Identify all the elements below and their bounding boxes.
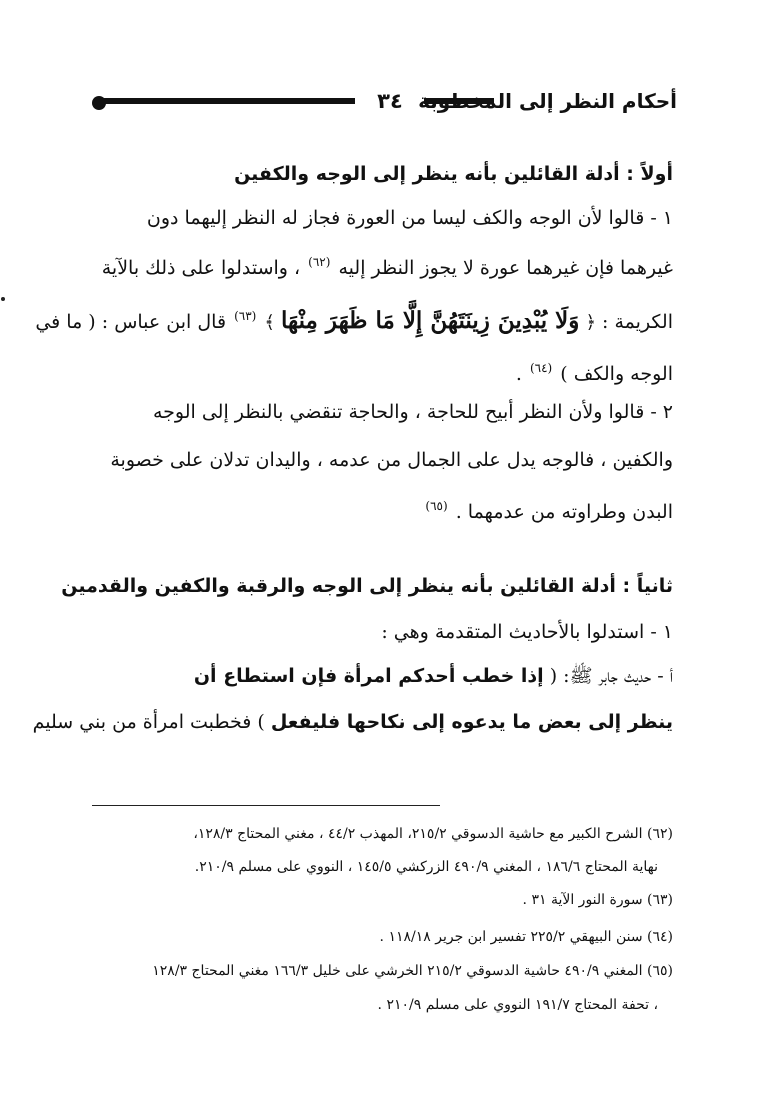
footnote-63: (٦٣) سورة النور الآية ٣١ .: [522, 892, 673, 908]
footnote-62-line1: (٦٢) الشرح الكبير مع حاشية الدسوقي ٢١٥/٢، المهذب ٤٤/٢ ، مغني المحتاج ١٢٨/٣،: [193, 826, 673, 842]
hadith-continuation: ) فخطبت امرأة من بني سليم: [32, 711, 265, 733]
para1-line4: [88, 348, 673, 394]
para1-line2-text-a: غيرهما فإن غيرهما عورة لا يجوز النظر إليه: [338, 257, 673, 279]
para1-line3: [35, 296, 673, 343]
para2-line1: ٢ - قالوا ولأن النظر أبيح للحاجة ، والحاجة تنقضي بالنظر إلى الوجه: [152, 401, 673, 423]
quran-brace-open: ﴿: [585, 312, 596, 333]
hadith-line1: [88, 656, 673, 696]
hadith-text-part1: إذا خطب أحدكم امرأة فإن استطاع أن: [193, 665, 544, 687]
footnote-ref-65: (٦٥): [425, 499, 448, 513]
running-header: [92, 86, 677, 120]
para1-line4-text-a: الوجه والكف ): [560, 363, 673, 385]
header-rule-left: [102, 98, 355, 104]
scan-mark: [1, 297, 5, 301]
hadith-text-part2: ينظر إلى بعض ما يدعوه إلى نكاحها فليفعل: [270, 711, 673, 733]
para2-line3: [88, 486, 673, 532]
page-number: ٣٤: [377, 89, 403, 113]
book-title: أحكام النظر إلى المخطوبة: [418, 89, 677, 113]
footnote-62-line2: نهاية المحتاج ١٨٦/٦ ، المغني ٤٩٠/٩ الزركشي ١٤٥/٥ ، النووي على مسلم ٢١٠/٩.: [194, 859, 658, 875]
quran-verse: وَلَا يُبْدِينَ زِينَتَهُنَّ إِلَّا مَا ظَهَرَ مِنْهَا: [281, 307, 580, 334]
footnote-ref-62: (٦٢): [308, 255, 331, 269]
para1-line1: ١ - قالوا لأن الوجه والكف ليسا من العورة فجاز له النظر إليهما دون: [146, 207, 673, 229]
hadith-line2: [32, 702, 673, 742]
para2-line3-text: البدن وطراوته من عدمهما .: [455, 501, 673, 523]
footnote-64: (٦٤) سنن البيهقي ٢٢٥/٢ تفسير ابن جرير ١١٨/١٨ .: [379, 929, 673, 945]
para1-line3-text-b: قال ابن عباس : ( ما في: [35, 311, 227, 333]
footnote-separator: [92, 805, 440, 806]
section2-heading: ثانياً : أدلة القائلين بأنه ينظر إلى الوجه والرقبة والكفين والقدمين: [61, 575, 673, 597]
para2-line2: والكفين ، فالوجه يدل على الجمال من عدمه ، واليدان تدلان على خصوبة: [110, 449, 673, 471]
section1-heading: أولاً : أدلة القائلين بأنه ينظر إلى الوجه والكفين: [234, 163, 673, 185]
quran-brace-close: ﴾: [264, 312, 275, 333]
section2-item1: ١ - استدلوا بالأحاديث المتقدمة وهي :: [381, 621, 673, 643]
para1-line2-text-b: ، واستدلوا على ذلك بالآية: [101, 257, 301, 279]
footnote-65-line1: (٦٥) المغني ٤٩٠/٩ حاشية الدسوقي ٢١٥/٢ الخرشي على خليل ١٦٦/٣ مغني المحتاج ١٢٨/٣: [152, 963, 673, 979]
footnote-ref-64: (٦٤): [529, 361, 553, 375]
footnote-ref-63: (٦٣): [234, 309, 257, 323]
footnote-65-line2: ، تحفة المحتاج ١٩١/٧ النووي على مسلم ٢١٠/٩ .: [377, 997, 658, 1013]
para1-line3-text-a: الكريمة :: [602, 311, 673, 333]
para1-line2: [88, 242, 673, 288]
hadith-intro: أ - حديث جابر ﷺ: (: [549, 665, 673, 687]
para1-line4-text-b: .: [515, 363, 522, 385]
